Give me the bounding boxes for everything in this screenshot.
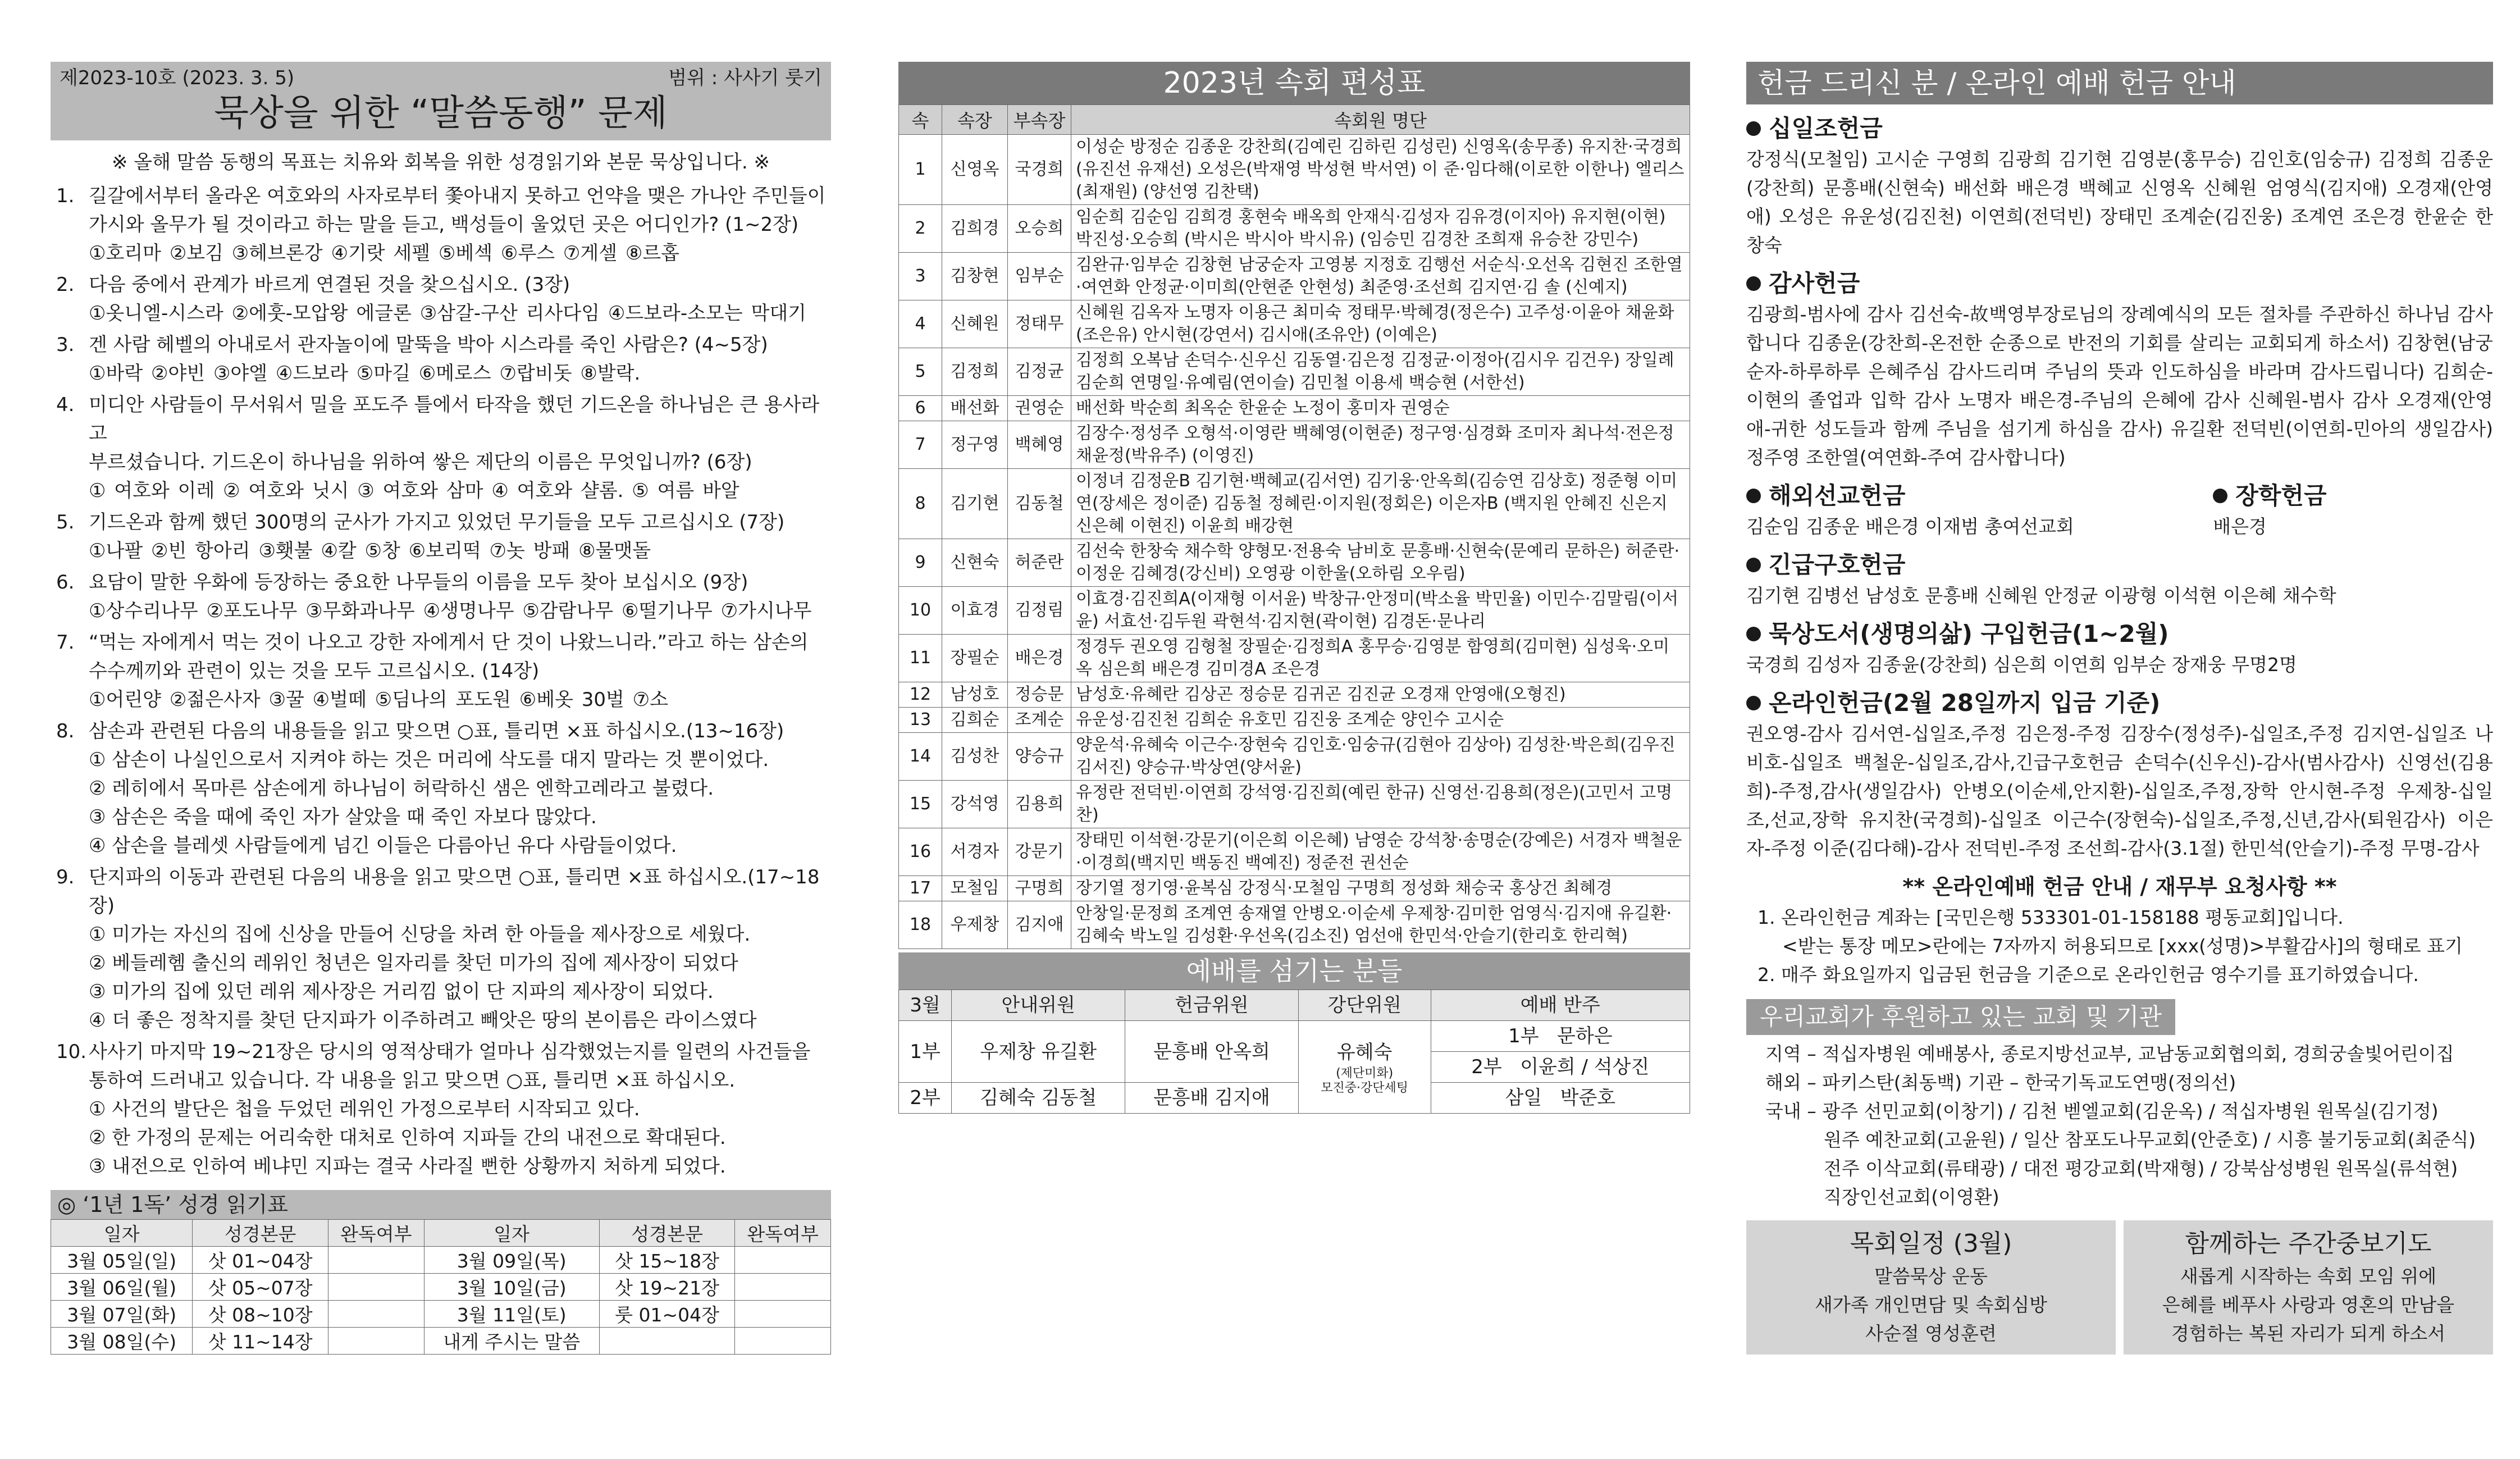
- overseas-list: 김순임 김종운 배은경 이재범 총여선교회: [1746, 516, 2074, 537]
- group-subleader: 조계순: [1008, 708, 1071, 733]
- service-1-label: 1부: [899, 1021, 952, 1083]
- group-members: 안창일·문정희 조계연 송재열 안병오·이순세 우제창·김미한 엄영식·김지애 유길환·김혜숙 박노일 김성환·우선옥(김소진) 엄선애 한민석·안슬기(한리호 한리혁): [1071, 901, 1690, 949]
- group-members: 임순희 김순임 김희경 홍현숙 배옥희 안재식·김성자 김유경(이지아) 유지현(이현) 박진성·오승희 (박시은 박시아 박시유) (임승민 김경찬 조희재 유승찬 강민수): [1071, 205, 1690, 253]
- pastoral-schedule-title: 목회일정 (3월): [1850, 1229, 2012, 1258]
- roster-row: [899, 708, 1690, 733]
- service-2-label: 2부: [899, 1083, 952, 1114]
- altar-sub1: (제단미화): [1336, 1066, 1394, 1080]
- book-title: 묵상도서(생명의삶) 구입헌금(1~2월): [1769, 620, 2169, 648]
- mission-scholar-section: [1746, 480, 2493, 541]
- group-number: 4: [899, 300, 942, 348]
- question-9: [51, 863, 831, 1035]
- support-line: 해외 – 파키스탄(최동백) 기관 – 한국기독교도연맹(정의선): [1765, 1072, 2236, 1093]
- group-number: 8: [899, 469, 942, 539]
- group-roster-table: [898, 104, 1690, 949]
- question-4: [51, 391, 831, 505]
- question-statement: ① 삼손이 나실인으로서 지켜야 하는 것은 머리에 삭도를 대지 말라는 것 뿐이었다.: [89, 749, 769, 771]
- roster-row: [899, 901, 1690, 949]
- online-notice-title: ** 온라인예배 헌금 안내 / 재무부 요청사항 **: [1902, 874, 2337, 899]
- scholar-list: 배은경: [2213, 516, 2267, 537]
- roster-row: [899, 539, 1690, 587]
- overseas-title: 해외선교헌금: [1769, 482, 1906, 509]
- question-text: 사사기 마지막 19~21장은 당시의 영적상태가 얼마나 심각했었는지를 일련의 사건들을: [89, 1041, 811, 1063]
- offering-1: 문흥배 안옥희: [1125, 1021, 1299, 1083]
- reading-scope: 범위 : 사사기 룻기: [668, 67, 822, 89]
- question-number: [51, 657, 89, 686]
- question-statement: ② 레히에서 목마른 삼손에게 하나님이 허락하신 샘은 엔학고레라고 불렸다.: [89, 777, 714, 800]
- bullet-icon: [1746, 121, 1761, 136]
- bullet-icon: [2213, 489, 2227, 503]
- roster-header: 부속장: [1008, 105, 1071, 135]
- question-statement: ③ 내전으로 인하여 베냐민 지파는 결국 사라질 뻔한 상황까지 처하게 되었다.: [89, 1155, 726, 1178]
- question-statement: ③ 미가의 집에 있던 레위 제사장은 거리낌 없이 단 지파의 제사장이 되었다.: [89, 981, 714, 1003]
- roster-header: 속회원 명단: [1071, 105, 1690, 135]
- group-leader: 남성호: [942, 682, 1008, 708]
- thanks-section: [1746, 267, 2493, 472]
- group-members: 장기열 정기영·윤복심 강정식·모철임 구명희 정성화 채승국 홍상건 최혜경: [1071, 876, 1690, 901]
- question-line: [51, 628, 831, 657]
- question-2: [51, 271, 831, 328]
- thanks-list: 김광희-범사에 감사 김선숙-故백영부장로님의 장례예식의 모든 절차를 주관하신 하나님 감사합니다 김종운(강찬희-온전한 순종으로 반전의 기회를 살리는 교회되게 하소서) 김창현(남궁순자-하루하루 은혜주심 감사드리며 주님의 뜻과 인도하심을 바라며 감사드립니다) 김희순-이현의 졸업과 입학 감사 노명자 배은경-주님의 은혜에 감사 신혜원-범사 감사 오경재(안영애-귀한 성도들과 함께 주님을 섬기게 하심을 감사) 유길환 전덕빈(이연희-민아의 생일감사) 정주영 조한열(여연화-주여 감사합니다): [1746, 303, 2493, 468]
- quiz-title: 묵상을 위한 “말씀동행” 문제: [214, 93, 668, 134]
- bottom-boxes: [1746, 1220, 2493, 1355]
- roster-row: [899, 300, 1690, 348]
- question-options: ①바락 ②야빈 ③야엘 ④드보라 ⑤마길 ⑥메로스 ⑦랍비돗 ⑧발락.: [89, 362, 641, 385]
- question-options: ① 여호와 이레 ② 여호와 닛시 ③ 여호와 삼마 ④ 여호와 샬롬. ⑤ 여름 바알: [89, 480, 739, 502]
- question-options: ①어린양 ②젊은사자 ③꿀 ④벌떼 ⑤딤나의 포도원 ⑥베옷 30벌 ⑦소: [89, 689, 668, 711]
- reading-cell: [735, 1247, 831, 1274]
- question-statement: ④ 삼손을 블레셋 사람들에게 넘긴 이들은 다름아닌 유다 사람들이었다.: [89, 835, 677, 857]
- group-subleader: 구명희: [1008, 876, 1071, 901]
- reading-cell: [735, 1301, 831, 1328]
- question-number: 4.: [56, 394, 75, 416]
- question-statement: ③ 삼손은 죽을 때에 죽인 자가 살았을 때 죽인 자보다 많았다.: [89, 806, 597, 828]
- online-notice-memo: <받는 통장 메모>란에는 7자까지 허용되므로 [xxx(성명)>부활감사]의 형태로 표기: [1782, 935, 2463, 957]
- question-line: [51, 568, 831, 597]
- schedule-line-1: 말씀묵상 운동: [1874, 1265, 1988, 1287]
- question-text: 길갈에서부터 올라온 여호와의 사자로부터 쫓아내지 못하고 언약을 맺은 가나안 주민들이: [89, 185, 826, 207]
- reading-cell: 내게 주시는 말씀: [424, 1328, 599, 1355]
- offering-column: [1746, 62, 2493, 1414]
- altar-committee: [1298, 1021, 1431, 1114]
- online-title: 온라인헌금(2월 28일까지 입금 기준): [1769, 689, 2161, 717]
- bullet-icon: [1746, 696, 1761, 710]
- schedule-line-3: 사순절 영성훈련: [1865, 1323, 1997, 1344]
- roster-row: [899, 876, 1690, 901]
- roster-row: [899, 733, 1690, 781]
- group-subleader: 오승희: [1008, 205, 1071, 253]
- question-6: [51, 568, 831, 626]
- question-text: 다음 중에서 관계가 바르게 연결된 것을 찾으십시오. (3장): [89, 273, 570, 296]
- reading-cell: 3월 05일(일): [51, 1247, 193, 1274]
- question-line: [51, 717, 831, 746]
- group-leader: 김창현: [942, 253, 1008, 300]
- group-members: 신혜원 김옥자 노명자 이용근 최미숙 정태무·박혜경(정은수) 고주성·이윤아 채윤화(조은유) 안시현(강연서) 김시애(조유안) (이예은): [1071, 300, 1690, 348]
- group-number: 6: [899, 396, 942, 421]
- group-leader: 장필순: [942, 635, 1008, 682]
- group-subleader: 김용희: [1008, 781, 1071, 828]
- question-text: 요담이 말한 우화에 등장하는 중요한 나무들의 이름을 모두 찾아 보십시오 (9장): [89, 571, 748, 594]
- group-subleader: 김정림: [1008, 587, 1071, 635]
- service-header: 헌금위원: [1125, 990, 1299, 1021]
- question-text: 수수께끼와 관련이 있는 것을 모두 고르십시오. (14장): [89, 660, 540, 682]
- offering-2: 문흥배 김지애: [1125, 1083, 1299, 1114]
- group-number: 7: [899, 421, 942, 469]
- group-number: 16: [899, 828, 942, 876]
- acc-part-1: 1부: [1508, 1025, 1539, 1047]
- service-header: 강단위원: [1298, 990, 1431, 1021]
- guide-1: 우제창 유길환: [952, 1021, 1125, 1083]
- online-list: 권오영-감사 김서연-십일조,주정 김은정-주정 김장수(정성주)-십일조,주정 김지연-십일조 나비호-십일조 백철운-십일조,감사,긴급구호헌금 손덕수(신우신)-감사(범사감사) 신영선(김용희)-주정,감사(생일감사) 안병오(이순세,안지환)-십일조,주정,장학 안시현-주정 우제창-십일조,선교,장학 유지찬(국경희)-십일조 이근수(장현숙)-십일조,주정,신년,감사(퇴원감사) 이은자-주정 이준(김다해)-감사 전덕빈-주정 조선희-감사(3.1절) 한민석(안슬기)-주정 무명-감사: [1746, 723, 2493, 859]
- reading-cell: [599, 1328, 735, 1355]
- group-number: 14: [899, 733, 942, 781]
- group-number: 5: [899, 348, 942, 396]
- question-10: [51, 1038, 831, 1181]
- roster-row: [899, 469, 1690, 539]
- reading-header: 일자: [424, 1220, 599, 1247]
- book-section: [1746, 618, 2493, 679]
- question-1: [51, 182, 831, 268]
- group-number: 11: [899, 635, 942, 682]
- pastoral-schedule-box: [1746, 1220, 2116, 1355]
- reading-cell: 3월 10일(금): [424, 1274, 599, 1301]
- group-members: 유정란 전덕빈·이연희 강석영·김진희(예린 한규) 신영선·김용희(정은)(고민서 고명찬): [1071, 781, 1690, 828]
- group-number: 12: [899, 682, 942, 708]
- question-text: 단지파의 이동과 관련된 다음의 내용을 읽고 맞으면 ○표, 틀리면 ×표 하십시오.(17~18장): [89, 866, 820, 917]
- question-line: [51, 331, 831, 359]
- group-members: 김선숙 한창숙 채수학 양형모·전용숙 남비호 문흥배·신현숙(문예리 문하은) 허준란·이정운 김혜경(강신비) 오영광 이한울(오하림 오우림): [1071, 539, 1690, 587]
- reading-cell: [328, 1328, 424, 1355]
- reading-cell: 3월 06일(월): [51, 1274, 193, 1301]
- acc-name-3: 박준호: [1560, 1087, 1616, 1109]
- question-text: “먹는 자에게서 먹는 것이 나오고 강한 자에게서 단 것이 나왔느니라.”라고 하는 삼손의: [89, 631, 809, 654]
- question-line: [51, 1066, 831, 1095]
- question-text: 미디안 사람들이 무서워서 밀을 포도주 틀에서 타작을 했던 기드온을 하나님은 큰 용사라고: [89, 394, 820, 445]
- question-text: 부르셨습니다. 기드온이 하나님을 위하여 쌓은 제단의 이름은 무엇입니까? (6장): [89, 451, 752, 473]
- roster-row: [899, 635, 1690, 682]
- group-members: 장태민 이석현·강문기(이은희 이은혜) 남영순 강석창·송명순(강예은) 서경자 백철운·이경희(백지민 백동진 백예진) 정준전 권선순: [1071, 828, 1690, 876]
- question-number: [51, 1066, 89, 1095]
- group-members: 이성순 방정순 김종운 강찬희(김예린 김하린 김성린) 신영옥(송무종) 유지찬·국경희(유진선 유재선) 오성은(박재영 박성현 박서연) 이 준·임다해(이로한 이한나) 엘리스(최재원) (양선영 김찬택): [1071, 135, 1690, 205]
- question-number: 3.: [56, 334, 75, 356]
- acc-name-1: 문하은: [1557, 1025, 1613, 1047]
- reading-header: 완독여부: [735, 1220, 831, 1247]
- reading-row: [51, 1328, 831, 1355]
- support-line: 국내 – 광주 선민교회(이창기) / 김천 벧엘교회(김운옥) / 적십자병원 원목실(김기정): [1765, 1100, 2439, 1122]
- question-text: 삼손과 관련된 다음의 내용들을 읽고 맞으면 ○표, 틀리면 ×표 하십시오.(13~16장): [89, 720, 784, 742]
- group-roster-column: [898, 62, 1690, 1414]
- roster-row: [899, 348, 1690, 396]
- roster-row: [899, 135, 1690, 205]
- group-number: 15: [899, 781, 942, 828]
- support-title: 우리교회가 후원하고 있는 교회 및 기관: [1746, 999, 2175, 1035]
- group-subleader: 정승문: [1008, 682, 1071, 708]
- question-number: 2.: [56, 273, 75, 296]
- reading-cell: [735, 1274, 831, 1301]
- question-3: [51, 331, 831, 388]
- group-members: 유운성·김진천 김희순 유호민 김진웅 조계순 양인수 고시순: [1071, 708, 1690, 733]
- book-list: 국경희 김성자 김종윤(강찬희) 심은희 이연희 임부순 장재웅 무명2명: [1746, 654, 2297, 676]
- group-leader: 배선화: [942, 396, 1008, 421]
- group-number: 13: [899, 708, 942, 733]
- question-line: [51, 271, 831, 299]
- group-leader: 김성찬: [942, 733, 1008, 781]
- group-members: 정경두 권오영 김형철 장필순·김정희A 홍무승·김영분 함영희(김미현) 심성욱·오미옥 심은희 배은경 김미경A 조은경: [1071, 635, 1690, 682]
- prayer-line-2: 은혜를 베푸사 사랑과 영혼의 만남을: [2162, 1294, 2455, 1316]
- bullet-icon: [1746, 627, 1761, 641]
- relief-section: [1746, 549, 2493, 610]
- question-options: ①호리마 ②보김 ③헤브론강 ④기랏 세펠 ⑤베섹 ⑥루스 ⑦게셀 ⑧르홉: [89, 242, 680, 265]
- question-text: 통하여 드러내고 있습니다. 각 내용을 읽고 맞으면 ○표, 틀리면 ×표 하십시오.: [89, 1069, 736, 1092]
- support-line: 지역 – 적십자병원 예배봉사, 종로지방선교부, 교남동교회협의회, 경희궁솔빛어린이집: [1765, 1043, 2454, 1065]
- altar-sub2: 모진중·강단세팅: [1321, 1081, 1409, 1095]
- reading-cell: [328, 1301, 424, 1328]
- acc-name-2: 이윤희 / 석상진: [1520, 1056, 1650, 1078]
- scholar-title: 장학헌금: [2235, 482, 2327, 509]
- group-leader: 우제창: [942, 901, 1008, 949]
- reading-cell: 3월 11일(토): [424, 1301, 599, 1328]
- group-subleader: 권영순: [1008, 396, 1071, 421]
- offering-header: 헌금 드리신 분 / 온라인 예배 헌금 안내: [1746, 62, 2493, 104]
- reading-cell: [328, 1247, 424, 1274]
- question-line: [51, 863, 831, 920]
- group-leader: 정구영: [942, 421, 1008, 469]
- reading-header: 완독여부: [328, 1220, 424, 1247]
- accompanist-3: [1431, 1083, 1690, 1114]
- reading-cell: 3월 07일(화): [51, 1301, 193, 1328]
- group-subleader: 김지애: [1008, 901, 1071, 949]
- group-members: 김정희 오복남 손덕수·신우신 김동열·김은정 김정균·이정아(김시우 김건우) 장일례 김순희 연명일·유예림(연이슬) 김민철 이용세 백승현 (서한선): [1071, 348, 1690, 396]
- accompanist-1: [1431, 1021, 1690, 1052]
- group-subleader: 강문기: [1008, 828, 1071, 876]
- question-number: 1.: [56, 185, 75, 207]
- reading-cell: 삿 01~04장: [193, 1247, 328, 1274]
- online-section: [1746, 687, 2493, 863]
- group-subleader: 양승규: [1008, 733, 1071, 781]
- reading-cell: 삿 11~14장: [193, 1328, 328, 1355]
- roster-row: [899, 781, 1690, 828]
- group-leader: 김희경: [942, 205, 1008, 253]
- group-number: 1: [899, 135, 942, 205]
- question-options: ①상수리나무 ②포도나무 ③무화과나무 ④생명나무 ⑤감람나무 ⑥떨기나무 ⑦가시나무: [89, 600, 812, 622]
- reading-row: [51, 1301, 831, 1328]
- group-leader: 김기현: [942, 469, 1008, 539]
- group-members: 이효경·김진희A(이재형 이서윤) 박창규·안정미(박소율 박민율) 이민수·김말림(이서윤) 서효선·김두원 곽현석·김지현(곽이현) 김경돈·문나리: [1071, 587, 1690, 635]
- group-number: 17: [899, 876, 942, 901]
- service-header: 3월: [899, 990, 952, 1021]
- question-statement: ② 베들레헴 출신의 레위인 청년은 일자리를 찾던 미가의 집에 제사장이 되었다: [89, 952, 738, 974]
- support-line: 전주 이삭교회(류태광) / 대전 평강교회(박재형) / 강북삼성병원 원목실(류석현): [1824, 1157, 2458, 1179]
- group-leader: 모철임: [942, 876, 1008, 901]
- group-subleader: 백혜영: [1008, 421, 1071, 469]
- prayer-box: [2124, 1220, 2493, 1355]
- meditation-quiz-column: [51, 62, 831, 1414]
- reading-cell: 3월 08일(수): [51, 1328, 193, 1355]
- question-number: 10.: [56, 1041, 87, 1063]
- group-leader: 이효경: [942, 587, 1008, 635]
- support-line: 원주 예찬교회(고윤원) / 일산 참포도나무교회(안준호) / 시흥 불기둥교회(최준식): [1824, 1129, 2476, 1151]
- group-subleader: 허준란: [1008, 539, 1071, 587]
- support-list: [1746, 1039, 2493, 1211]
- roster-row: [899, 682, 1690, 708]
- group-subleader: 임부순: [1008, 253, 1071, 300]
- question-number: 5.: [56, 511, 75, 534]
- question-text: 가시와 올무가 될 것이라고 하는 말을 듣고, 백성들이 울었던 곳은 어디인가? (1~2장): [89, 213, 799, 236]
- question-statement: ① 미가는 자신의 집에 신상을 만들어 신당을 차려 한 아들을 제사장으로 세웠다.: [89, 923, 751, 946]
- question-statement: ① 사건의 발단은 첩을 두었던 레위인 가정으로부터 시작되고 있다.: [89, 1098, 640, 1120]
- question-number: [51, 211, 89, 239]
- online-notice-2: 2. 매주 화요일까지 입금된 헌금을 기준으로 온라인헌금 영수기를 표기하였습니다.: [1757, 964, 2419, 986]
- group-leader: 신혜원: [942, 300, 1008, 348]
- roster-header: 속장: [942, 105, 1008, 135]
- group-number: 9: [899, 539, 942, 587]
- guide-2: 김혜숙 김동철: [952, 1083, 1125, 1114]
- question-number: 8.: [56, 720, 75, 742]
- question-text: 겐 사람 헤벨의 아내로서 관자놀이에 말뚝을 박아 시스라를 죽인 사람은? (4~5장): [89, 334, 768, 356]
- group-leader: 강석영: [942, 781, 1008, 828]
- service-team-title: 예배를 섬기는 분들: [898, 952, 1690, 990]
- bullet-icon: [1746, 276, 1761, 291]
- group-subleader: 정태무: [1008, 300, 1071, 348]
- question-line: [51, 448, 831, 477]
- bullet-icon: [1746, 489, 1761, 503]
- group-subleader: 김정균: [1008, 348, 1071, 396]
- accompanist-2: [1431, 1052, 1690, 1083]
- support-line: 직장인선교회(이영환): [1824, 1186, 1999, 1208]
- question-options: ①옷니엘-시스라 ②에훗-모압왕 에글론 ③삼갈-구산 리사다임 ④드보라-소모는 막대기: [89, 302, 807, 325]
- question-statement: ② 한 가정의 문제는 어리숙한 대처로 인하여 지파들 간의 내전으로 확대된다.: [89, 1127, 726, 1149]
- prayer-line-1: 새롭게 시작하는 속회 모임 위에: [2180, 1265, 2437, 1287]
- question-5: [51, 508, 831, 566]
- question-8: [51, 717, 831, 860]
- group-members: 남성호·유혜란 김상곤 정승문 김귀곤 김진균 오경재 안영애(오형진): [1071, 682, 1690, 708]
- reading-header: 일자: [51, 1220, 193, 1247]
- group-number: 3: [899, 253, 942, 300]
- roster-row: [899, 421, 1690, 469]
- roster-row: [899, 828, 1690, 876]
- reading-cell: 삿 19~21장: [599, 1274, 735, 1301]
- reading-cell: [328, 1274, 424, 1301]
- reading-cell: 삿 15~18장: [599, 1247, 735, 1274]
- reading-cell: 삿 05~07장: [193, 1274, 328, 1301]
- question-options: ①나팔 ②빈 항아리 ③횃불 ④칼 ⑤창 ⑥보리떡 ⑦놋 방패 ⑧물맷돌: [89, 540, 651, 562]
- question-number: 6.: [56, 571, 75, 594]
- roster-row: [899, 205, 1690, 253]
- quiz-header: [51, 62, 831, 140]
- question-7: [51, 628, 831, 714]
- service-header: 안내위원: [952, 990, 1125, 1021]
- reading-header: 성경본문: [193, 1220, 328, 1247]
- question-line: [51, 211, 831, 239]
- question-line: [51, 182, 831, 211]
- group-number: 10: [899, 587, 942, 635]
- bullet-icon: [1746, 558, 1761, 572]
- tithe-list: 강정식(모철임) 고시순 구영희 김광희 김기현 김영분(홍무승) 김인호(임숭규) 김정희 김종운(강찬희) 문흥배(신현숙) 배선화 배은경 백혜교 신영옥 신혜원 엄영식(김지애) 오경재(안영애) 오성은 유운성(김진천) 이연희(전덕빈) 장태민 조계순(김진웅) 조계연 조은경 한윤순 한창숙: [1746, 148, 2493, 256]
- group-leader: 신영옥: [942, 135, 1008, 205]
- reading-cell: [735, 1328, 831, 1355]
- reading-cell: 3월 09일(목): [424, 1247, 599, 1274]
- group-subleader: 배은경: [1008, 635, 1071, 682]
- reading-header: 성경본문: [599, 1220, 735, 1247]
- roster-row: [899, 253, 1690, 300]
- group-leader: 김정희: [942, 348, 1008, 396]
- reading-plan-title: ◎ ‘1년 1독’ 성경 읽기표: [51, 1190, 831, 1219]
- service-team-table: [898, 990, 1690, 1114]
- group-subleader: 김동철: [1008, 469, 1071, 539]
- reading-cell: 삿 08~10장: [193, 1301, 328, 1328]
- question-statement: ④ 더 좋은 정착지를 찾던 단지파가 이주하려고 빼앗은 땅의 본이름은 라이스였다: [89, 1009, 757, 1032]
- schedule-line-2: 새가족 개인면담 및 속회심방: [1814, 1294, 2047, 1316]
- prayer-line-3: 경험하는 복된 자리가 되게 하소서: [2171, 1323, 2446, 1344]
- tithe-section: [1746, 112, 2493, 259]
- roster-title: 2023년 속회 편성표: [898, 62, 1690, 104]
- group-members: 김완규·임부순 김창현 남궁순자 고영봉 지정호 김행선 서순식·오선옥 김현진 조한열·여연화 안정균·이미희(안현준 안현성) 최준영·조선희 김지연·김 솔 (신예지): [1071, 253, 1690, 300]
- question-line: [51, 1038, 831, 1066]
- roster-row: [899, 587, 1690, 635]
- thanks-title: 감사헌금: [1769, 270, 1860, 297]
- issue-number: 제2023-10호 (2023. 3. 5): [60, 67, 295, 89]
- group-subleader: 국경희: [1008, 135, 1071, 205]
- group-number: 2: [899, 205, 942, 253]
- question-number: [51, 448, 89, 477]
- question-number: 7.: [56, 631, 75, 654]
- prayer-title: 함께하는 주간중보기도: [2185, 1229, 2432, 1258]
- question-line: [51, 391, 831, 448]
- group-members: 배선화 박순희 최옥순 한윤순 노정이 홍미자 권영순: [1071, 396, 1690, 421]
- relief-list: 김기현 김병선 남성호 문흥배 신혜원 안정균 이광형 이석현 이은혜 채수학: [1746, 585, 2336, 607]
- reading-row: [51, 1274, 831, 1301]
- roster-header: 속: [899, 105, 942, 135]
- acc-part-2: 2부: [1471, 1056, 1502, 1078]
- question-line: [51, 508, 831, 537]
- question-text: 기드온과 함께 했던 300명의 군사가 가지고 있었던 무기들을 모두 고르십시오 (7장): [89, 511, 785, 534]
- group-leader: 서경자: [942, 828, 1008, 876]
- question-number: 9.: [56, 866, 75, 888]
- question-list: [51, 182, 831, 1181]
- relief-title: 긴급구호헌금: [1769, 551, 1906, 578]
- online-notice-1: 1. 온라인헌금 계좌는 [국민은행 533301-01-158188 평동교회]입니다.: [1757, 906, 2344, 928]
- service-header: 예배 반주: [1431, 990, 1690, 1021]
- reading-cell: 룻 01~04장: [599, 1301, 735, 1328]
- reading-row: [51, 1247, 831, 1274]
- acc-part-3: 삼일: [1505, 1087, 1542, 1109]
- group-members: 이정녀 김정운B 김기현·백혜교(김서연) 김기웅·안옥희(김승연 김상호) 정준형 이미연(장세은 정이준) 김동철 정혜린·이지원(정회은) 이은자B (백지원 안혜진 신은지 신은혜 이현진) 이윤희 배강현: [1071, 469, 1690, 539]
- group-members: 김장수·정성주 오형석·이영란 백혜영(이현준) 정구영·심경화 조미자 최나석·전은정 채윤정(박유주) (이영진): [1071, 421, 1690, 469]
- quiz-intro: ※ 올해 말씀 동행의 목표는 치유와 회복을 위한 성경읽기와 본문 묵상입니다. ※: [112, 151, 770, 174]
- tithe-title: 십일조헌금: [1769, 115, 1883, 142]
- group-leader: 신현숙: [942, 539, 1008, 587]
- question-line: [51, 657, 831, 686]
- group-members: 양운석·유혜숙 이근수·장현숙 김인호·임숭규(김현아 김상아) 김성찬·박은희(김우진 김서진) 양승규·박상연(양서윤): [1071, 733, 1690, 781]
- roster-row: [899, 396, 1690, 421]
- altar-name: 유혜숙: [1336, 1041, 1393, 1064]
- reading-plan-table: [51, 1219, 831, 1355]
- group-number: 18: [899, 901, 942, 949]
- group-leader: 김희순: [942, 708, 1008, 733]
